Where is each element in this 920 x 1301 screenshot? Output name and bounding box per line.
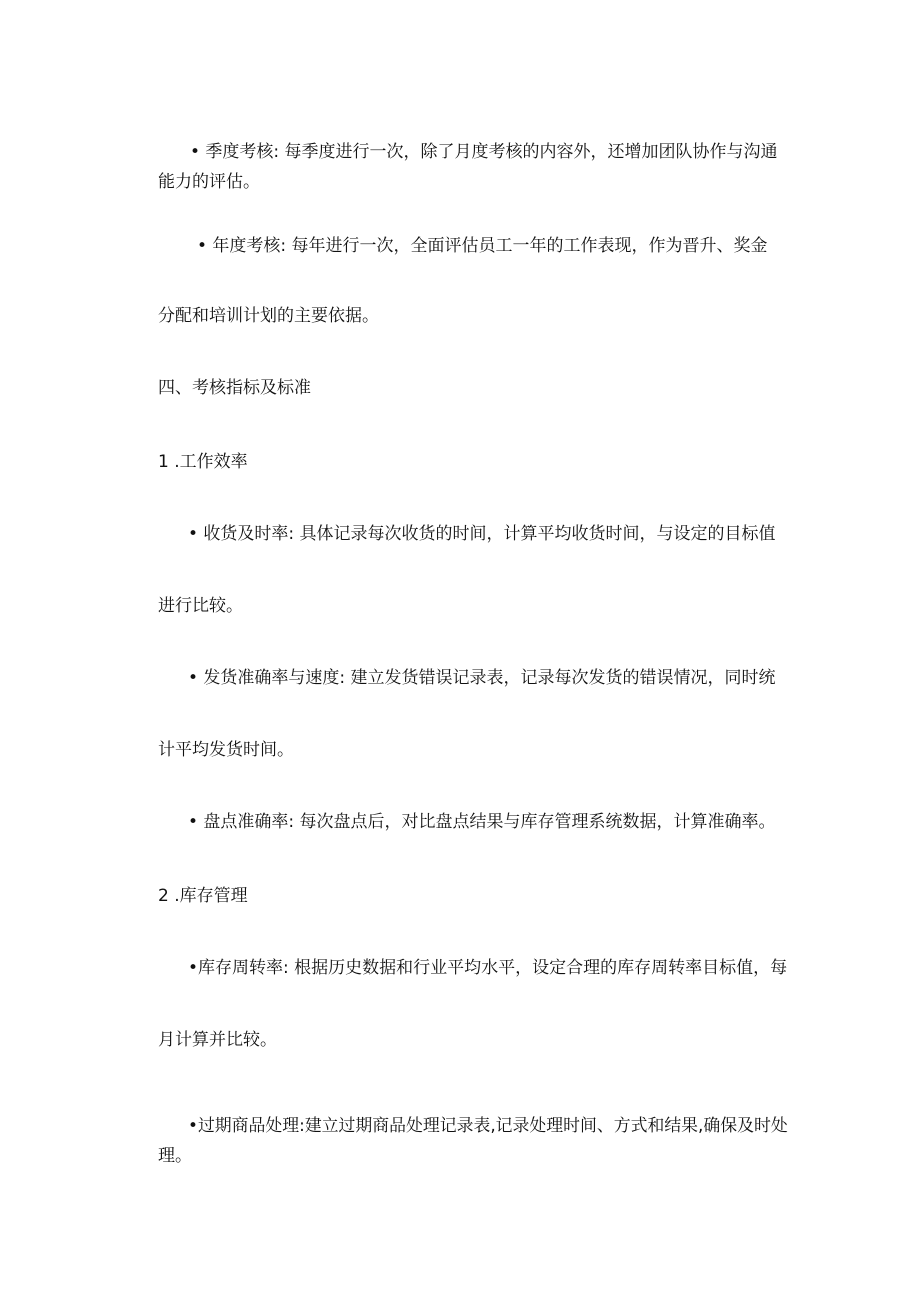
bullet-receiving-timeliness-line-2: 进行比较。 <box>158 596 243 616</box>
subsection-heading-inventory-management: 2 .库存管理 <box>158 886 248 906</box>
bullet-inventory-turnover-line-2: 月计算并比较。 <box>158 1030 277 1050</box>
bullet-shipping-accuracy-line-2: 计平均发货时间。 <box>158 740 294 760</box>
bullet-annual-review-line-1: • 年度考核: 每年进行一次，全面评估员工一年的工作表现，作为晋升、奖金 <box>197 236 768 256</box>
bullet-shipping-accuracy-line-1: • 发货准确率与速度: 建立发货错误记录表，记录每次发货的错误情况，同时统 <box>188 668 776 688</box>
bullet-inventory-turnover-line-1: •库存周转率: 根据历史数据和行业平均水平，设定合理的库存周转率目标值，每 <box>188 958 788 978</box>
bullet-expired-goods-line-2: 理。 <box>158 1146 192 1166</box>
bullet-quarterly-review-line-2: 能力的评估。 <box>158 172 260 192</box>
bullet-expired-goods-line-1: •过期商品处理:建立过期商品处理记录表,记录处理时间、方式和结果,确保及时处 <box>188 1116 788 1136</box>
section-heading-4: 四、考核指标及标准 <box>158 378 311 398</box>
bullet-annual-review-line-2: 分配和培训计划的主要依据。 <box>158 306 379 326</box>
bullet-stocktake-accuracy: • 盘点准确率: 每次盘点后，对比盘点结果与库存管理系统数据，计算准确率。 <box>188 812 776 832</box>
subsection-heading-work-efficiency: 1 .工作效率 <box>158 452 248 472</box>
bullet-quarterly-review-line-1: • 季度考核: 每季度进行一次，除了月度考核的内容外，还增加团队协作与沟通 <box>190 142 778 162</box>
bullet-receiving-timeliness-line-1: • 收货及时率: 具体记录每次收货的时间，计算平均收货时间，与设定的目标值 <box>188 524 776 544</box>
